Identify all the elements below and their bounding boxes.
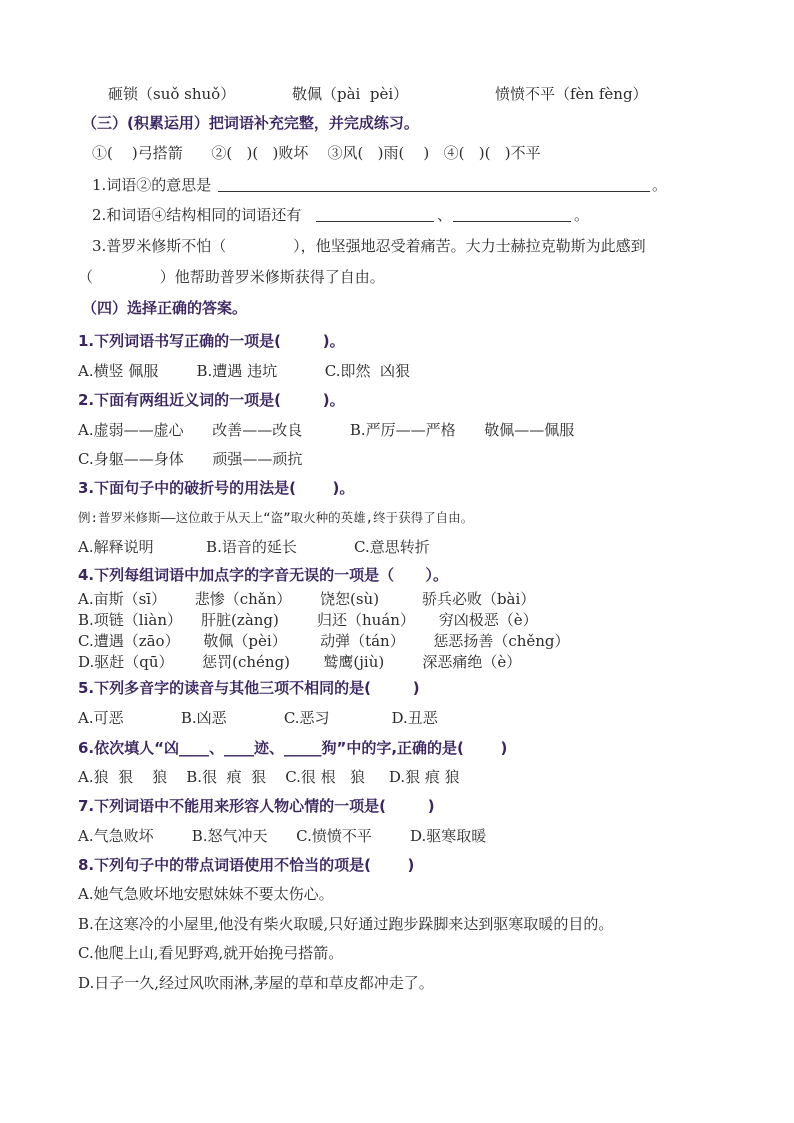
answer-blank-2b[interactable] (453, 221, 571, 222)
q6-stem: 6.依次填人“凶____、____迹、_____狗”中的字,正确的是( ) (78, 739, 508, 757)
q8-option-a: A.她气急败坏地安慰妹妹不要太伤心。 (78, 885, 334, 903)
q6-options: A.狼 狠 狼 B.很 痕 狠 C.很 根 狼 D.狠 痕 狼 (78, 768, 460, 786)
q5-options: A.可恶 B.凶恶 C.恶习 D.丑恶 (78, 709, 438, 727)
q4-option-d: D.驱赶（qū） 惩罚(chéng) 鹫鹰(jiù) 深恶痛绝（è） (78, 653, 522, 671)
sec3-question-3-line2: （ ）他帮助普罗米修斯获得了自由。 (78, 268, 385, 286)
sec3-question-1: 1.词语②的意思是 (92, 176, 212, 194)
q4-stem: 4.下列每组词语中加点字的字音无误的一项是（ ）。 (78, 566, 448, 584)
q2-options-1: A.虚弱——虚心 改善——改良 B.严厉——严格 敬佩——佩服 (78, 421, 575, 439)
q2-stem: 2.下面有两组近义词的一项是( )。 (78, 391, 345, 409)
pinyin-word-3: 愤愤不平（fèn fèng） (495, 85, 648, 103)
sec3-question-2: 2.和词语④结构相同的词语还有 (92, 206, 302, 224)
sec3-question-3-line1: 3.普罗米修斯不怕（ ），他坚强地忍受着痛苦。大力士赫拉克勒斯为此感到 (92, 237, 646, 255)
q3-options: A.解释说明 B.语音的延长 C.意思转折 (78, 538, 430, 556)
sec3-question-2-sep: 、 (437, 206, 453, 224)
answer-blank-1[interactable] (218, 191, 650, 192)
q7-options: A.气急败坏 B.怒气冲天 C.愤愤不平 D.驱寒取暖 (78, 827, 487, 845)
pinyin-word-2: 敬佩（pài pèi） (292, 85, 409, 103)
q1-options: A.横竖 佩服 B.遭遇 违坑 C.即然 凶狠 (78, 362, 411, 380)
pinyin-word-1: 砸锁（suǒ shuǒ） (108, 85, 236, 103)
q3-stem: 3.下面句子中的破折号的用法是( )。 (78, 479, 355, 497)
answer-blank-2a[interactable] (316, 221, 434, 222)
q5-stem: 5.下列多音字的读音与其他三项不相同的是( ) (78, 679, 420, 697)
q2-options-2: C.身躯——身体 顽强——顽抗 (78, 450, 303, 468)
section-3-title: （三）(积累运用）把词语补充完整，并完成练习。 (82, 114, 419, 132)
q8-option-c: C.他爬上山,看见野鸡,就开始挽弓搭箭。 (78, 944, 344, 962)
q7-stem: 7.下列词语中不能用来形容人物心情的一项是( ) (78, 797, 435, 815)
q4-option-a: A.亩斯（sī） 悲惨（chǎn） 饶恕(sù) 骄兵必败（bài） (78, 590, 536, 608)
q4-option-b: B.项链（liàn） 肝脏(zàng) 归还（huán） 穷凶极恶（è） (78, 611, 538, 629)
q8-option-d: D.日子一久,经过风吹雨淋,茅屋的草和草皮都冲走了。 (78, 974, 434, 992)
q8-stem: 8.下列句子中的带点词语使用不恰当的项是( ) (78, 856, 415, 874)
sec3-question-2-end: 。 (574, 206, 590, 224)
q4-option-c: C.遭遇（zāo） 敬佩（pèi） 动弹（tán） 惩恶扬善（chěng） (78, 632, 570, 650)
q8-option-b: B.在这寒冷的小屋里,他没有柴火取暖,只好通过跑步跺脚来达到驱寒取暖的目的。 (78, 915, 614, 933)
fill-in-row: ①( )弓搭箭 ②( )( )败坏 ③风( )雨( ) ④( )( )不平 (92, 144, 541, 162)
sec3-question-1-end: 。 (652, 176, 668, 194)
q3-example: 例:普罗米修斯——这位敢于从天上“盗”取火种的英雄,终于获得了自由。 (78, 510, 474, 525)
section-4-title: （四）选择正确的答案。 (82, 299, 248, 317)
q1-stem: 1.下列词语书写正确的一项是( )。 (78, 332, 345, 350)
